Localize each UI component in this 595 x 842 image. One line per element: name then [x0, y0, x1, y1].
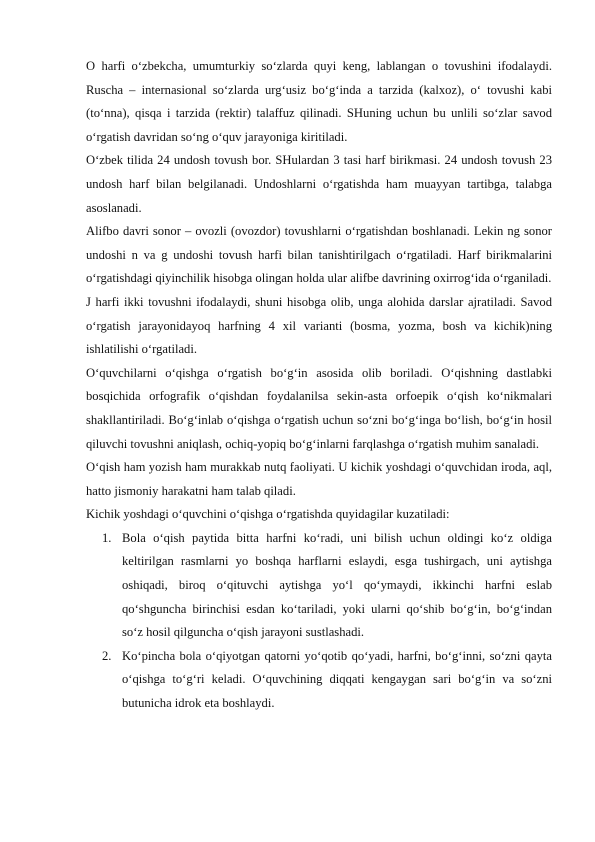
list-item-text: Bola o‘qish paytida bitta harfni ko‘radi, uni bilish uchun oldingi ko‘z oldiga keltirilgan rasmlarni yo boshqa harflarni eslaydi, esga tushirgach, uni aytishga oshiqadi, biroq o‘qituvchi aytishga yo‘l qo‘ymaydi, ikkinchi harfni eslab qo‘shguncha birinchisi esdan ko‘tariladi, yoki ularni qo‘shib bo‘g‘in, bo‘g‘indan so‘z hosil qilguncha o‘qish jarayoni sustlashadi. [122, 530, 552, 640]
list-item-number: 2. [102, 648, 112, 663]
numbered-list [86, 527, 552, 716]
list-item [86, 527, 552, 645]
list-item-text: Ko‘pincha bola o‘qiyotgan qatorni yo‘qotib qo‘yadi, harfni, bo‘g‘inni, so‘zni qayta o‘qishga to‘g‘ri keladi. O‘quvchining diqqati kengaygan sari bo‘g‘in va so‘zni butunicha idrok eta boshlaydi. [122, 648, 552, 711]
paragraph: O‘zbek tilida 24 undosh tovush bor. SHulardan 3 tasi harf birikmasi. 24 undosh tovush 23 undosh harf bilan belgilanadi. Undoshlarni o‘rgatishda ham muayyan tartibga, talabga asoslanadi. [86, 153, 552, 215]
paragraph: J harfi ikki tovushni ifodalaydi, shuni hisobga olib, unga alohida darslar ajratiladi. Savod o‘rgatish jarayonidayoq harfning 4 xil varianti (bosma, yozma, bosh va kichik)ning ishlatilishi o‘rgatiladi. [86, 294, 552, 357]
paragraph: Kichik yoshdagi o‘quvchini o‘qishga o‘rgatishda quyidagilar kuzatiladi: [86, 507, 450, 522]
list-item-number: 1. [102, 530, 112, 545]
paragraph: O harfi o‘zbekcha, umumturkiy so‘zlarda quyi keng, lablangan o tovushini ifodalaydi. Ruscha – internasional so‘zlarda urg‘usiz bo‘g‘inda a tarzida (kalxoz), o‘ tovushi kabi (to‘nna), qisqa i tarzida (rektir) talaffuz qilinadi. SHuning uchun bu unlili so‘zlar savod o‘rgatish davridan so‘ng o‘quv jarayoniga kiritiladi. [86, 59, 552, 144]
list-item [86, 645, 552, 716]
paragraph: O‘quvchilarni o‘qishga o‘rgatish bo‘g‘in asosida olib boriladi. O‘qishning dastlabki bosqichida orfografik o‘qishdan foydalanilsa sekin-asta orfoepik o‘qish ko‘nikmalari shakllantiriladi. Bo‘g‘inlab o‘qishga o‘rgatish uchun so‘zni bo‘g‘inga bo‘lish, bo‘g‘in hosil qiluvchi tovushni aniqlash, ochiq-yopiq bo‘g‘inlarni farqlashga o‘rgatish muhim sanaladi. [86, 365, 552, 451]
document-body [86, 55, 552, 716]
paragraph: Alifbo davri sonor – ovozli (ovozdor) tovushlarni o‘rgatishdan boshlanadi. Lekin ng sonor undoshi n va g undoshi tovush harfi bilan tanishtirilgach o‘rgatiladi. Harf birikmalarini o‘rgatishdagi qiyinchilik hisobga olingan holda ular alifbe davrining oxirrog‘ida o‘rganiladi. [86, 224, 552, 286]
paragraph: O‘qish ham yozish ham murakkab nutq faoliyati. U kichik yoshdagi o‘quvchidan iroda, aql, hatto jismoniy harakatni ham talab qiladi. [86, 460, 552, 498]
